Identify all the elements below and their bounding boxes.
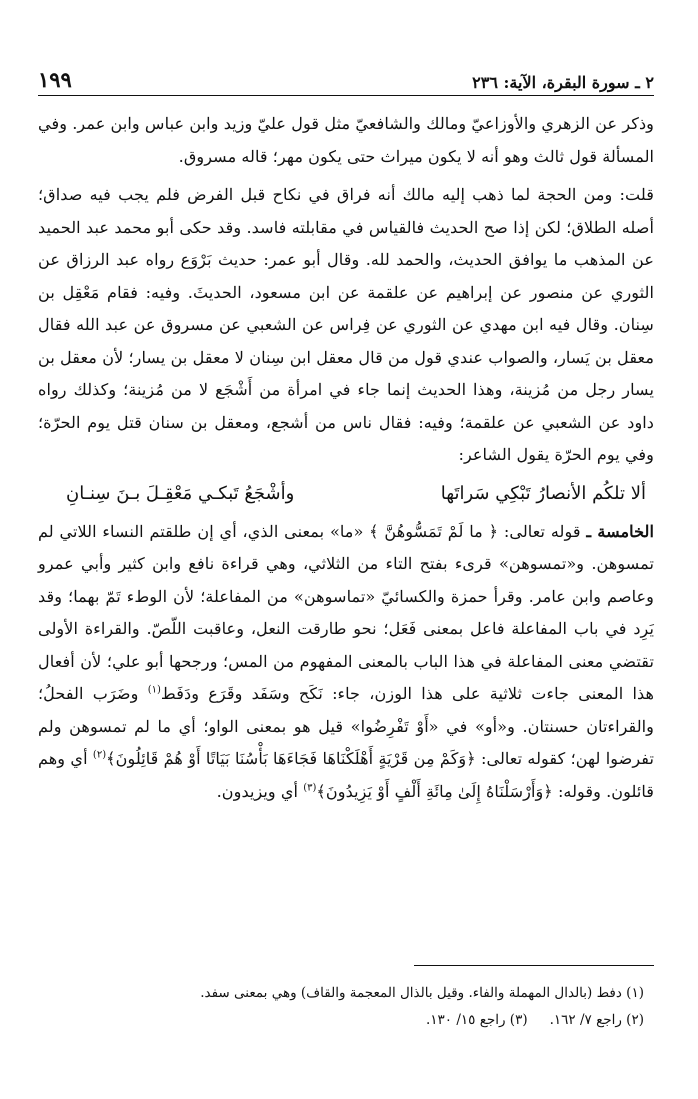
paragraph-3-part-d: أي ويزيدون. [216, 781, 299, 801]
footnote-2-3 [38, 1007, 644, 1034]
page-number: ١٩٩ [38, 67, 72, 92]
verse-first-hemistich: ألا تلكُم الأنصارُ تَبْكِي سَراتَها [440, 482, 646, 504]
footnote-divider [414, 965, 654, 966]
page-header [38, 62, 654, 92]
header-divider [38, 95, 654, 96]
paragraph-2: قلت: ومن الحجة لما ذهب إليه مالك أنه فراق في نكاح قبل الفرض فلم يجب فيه صداق؛ أصله الطلاق؛ لكن إذا صح الحديث فالقياس في مقابلته فاسد. وقد حكى أبو محمد عبد الحميد عن المذهب ما يوافق الحديث، والحمد لله. وقال أبو عمر: حديث بَرْوَع رواه عبد الرزاق عن الثوري عن منصور عن إبراهيم عن علقمة عن ابن مسعود، الحديثَ. وفيه: فقام مَعْقِل بن سِنان. وقال فيه ابن مهدي عن الثوري عن فِراس عن الشعبي عن مسروق عن عبد الله فقال معقل بن يَسار، والصواب عندي قول من قال معقل ابن سِنان لا معقل بن يسار؛ لأن معقل بن يسار رجل من مُزينة، وهذا الحديث إنما جاء في امرأة من أَشْجَع لا من مُزينة؛ وكذلك رواه داود عن الشعبي عن علقمة؛ وفيه: فقال ناس من أشجع، ومعقل بن سنان قتل يوم الحرّة؛ وفي يوم الحرّة يقول الشاعر: [38, 185, 654, 464]
section-lead: الخامسة ـ [586, 521, 654, 541]
paragraph-3-part-b: وضَرَب الفحلُ؛ والقراءتان حسنتان. و«أو» في «أَوْ تَفْرِضُوا» قيل هو بمعنى الواو؛ أي ما لم تمسوهن ولم تفرضوا لهن؛ كقوله تعالى: ﴿وَكَمْ مِن قَرْيَةٍ أَهْلَكْنَاهَا فَجَاءَهَا بَأْسُنَا بَيَاتًا أَوْ هُمْ قَائِلُونَ﴾ [38, 684, 654, 768]
poetry-verse [38, 474, 654, 514]
verse-second-hemistich: وأشْجَعُ تَبكـي مَعْقِـلَ بـنَ سِنـانِ [66, 482, 295, 504]
footnote-1: (١) دفط (بالدال المهملة والفاء. وقيل بالذال المعجمة والقاف) وهي بمعنى سفد. [200, 985, 644, 1001]
paragraph-3-part-a: قوله تعالى: ﴿ ما لَمْ تَمَسُّوهُنَّ ﴾ «ما» بمعنى الذي، أي إن طلقتم النساء اللاتي لم تمسوهن. و«تمسوهن» قرىء بفتح التاء من الثلاثي، وهي قراءة نافع وابن كثير وأبي عمرو وعاصم وابن عامر. وقرأ حمزة والكسائيّ «تماسوهن» من المفاعلة؛ لأن الوطء تَمّ بهما؛ وقد يَرِد في باب المفاعلة فاعل بمعنى فَعَل؛ نحو طارقت النعل، وعاقبت اللّصّ. والقراءة الأولى تقتضي معنى المفاعلة في هذا الباب بالمعنى المفهوم من المس؛ ورجحها أبو علي؛ لأن أفعال هذا المعنى جاءت ثلاثية على هذا الوزن، جاء: نَكَح وسَفَد وقَرَع ودَفَط [38, 521, 654, 703]
footnote-ref-2[interactable]: (٢) [92, 749, 107, 761]
paragraph-3 [38, 516, 654, 809]
footnote-3: (٣) راجع ١٥/ ١٣٠. [426, 1012, 528, 1028]
footnote-ref-3[interactable]: (٣) [303, 782, 317, 794]
footnote-2: (٢) راجع ٧/ ١٦٢. [549, 1012, 644, 1028]
running-title: ٢ ـ سورة البقرة، الآية: ٢٣٦ [472, 73, 654, 92]
main-text [38, 108, 654, 808]
paragraph-3-part-c: أي وهم قائلون. وقوله: ﴿وَأَرْسَلْنَاهُ إِلَىٰ مِائَةِ أَلْفٍ أَوْ يَزِيدُونَ﴾ [38, 749, 654, 801]
footnote-ref-1[interactable]: (١) [147, 684, 161, 696]
footnotes [38, 980, 644, 1034]
paragraph-1: وذكر عن الزهري والأوزاعيّ ومالك والشافعيّ مثل قول عليّ وزيد وابن عباس وابن عمر. وفي المسألة قول ثالث وهو أنه لا يكون ميراث حتى يكون مهر؛ قاله مسروق. [38, 114, 654, 166]
